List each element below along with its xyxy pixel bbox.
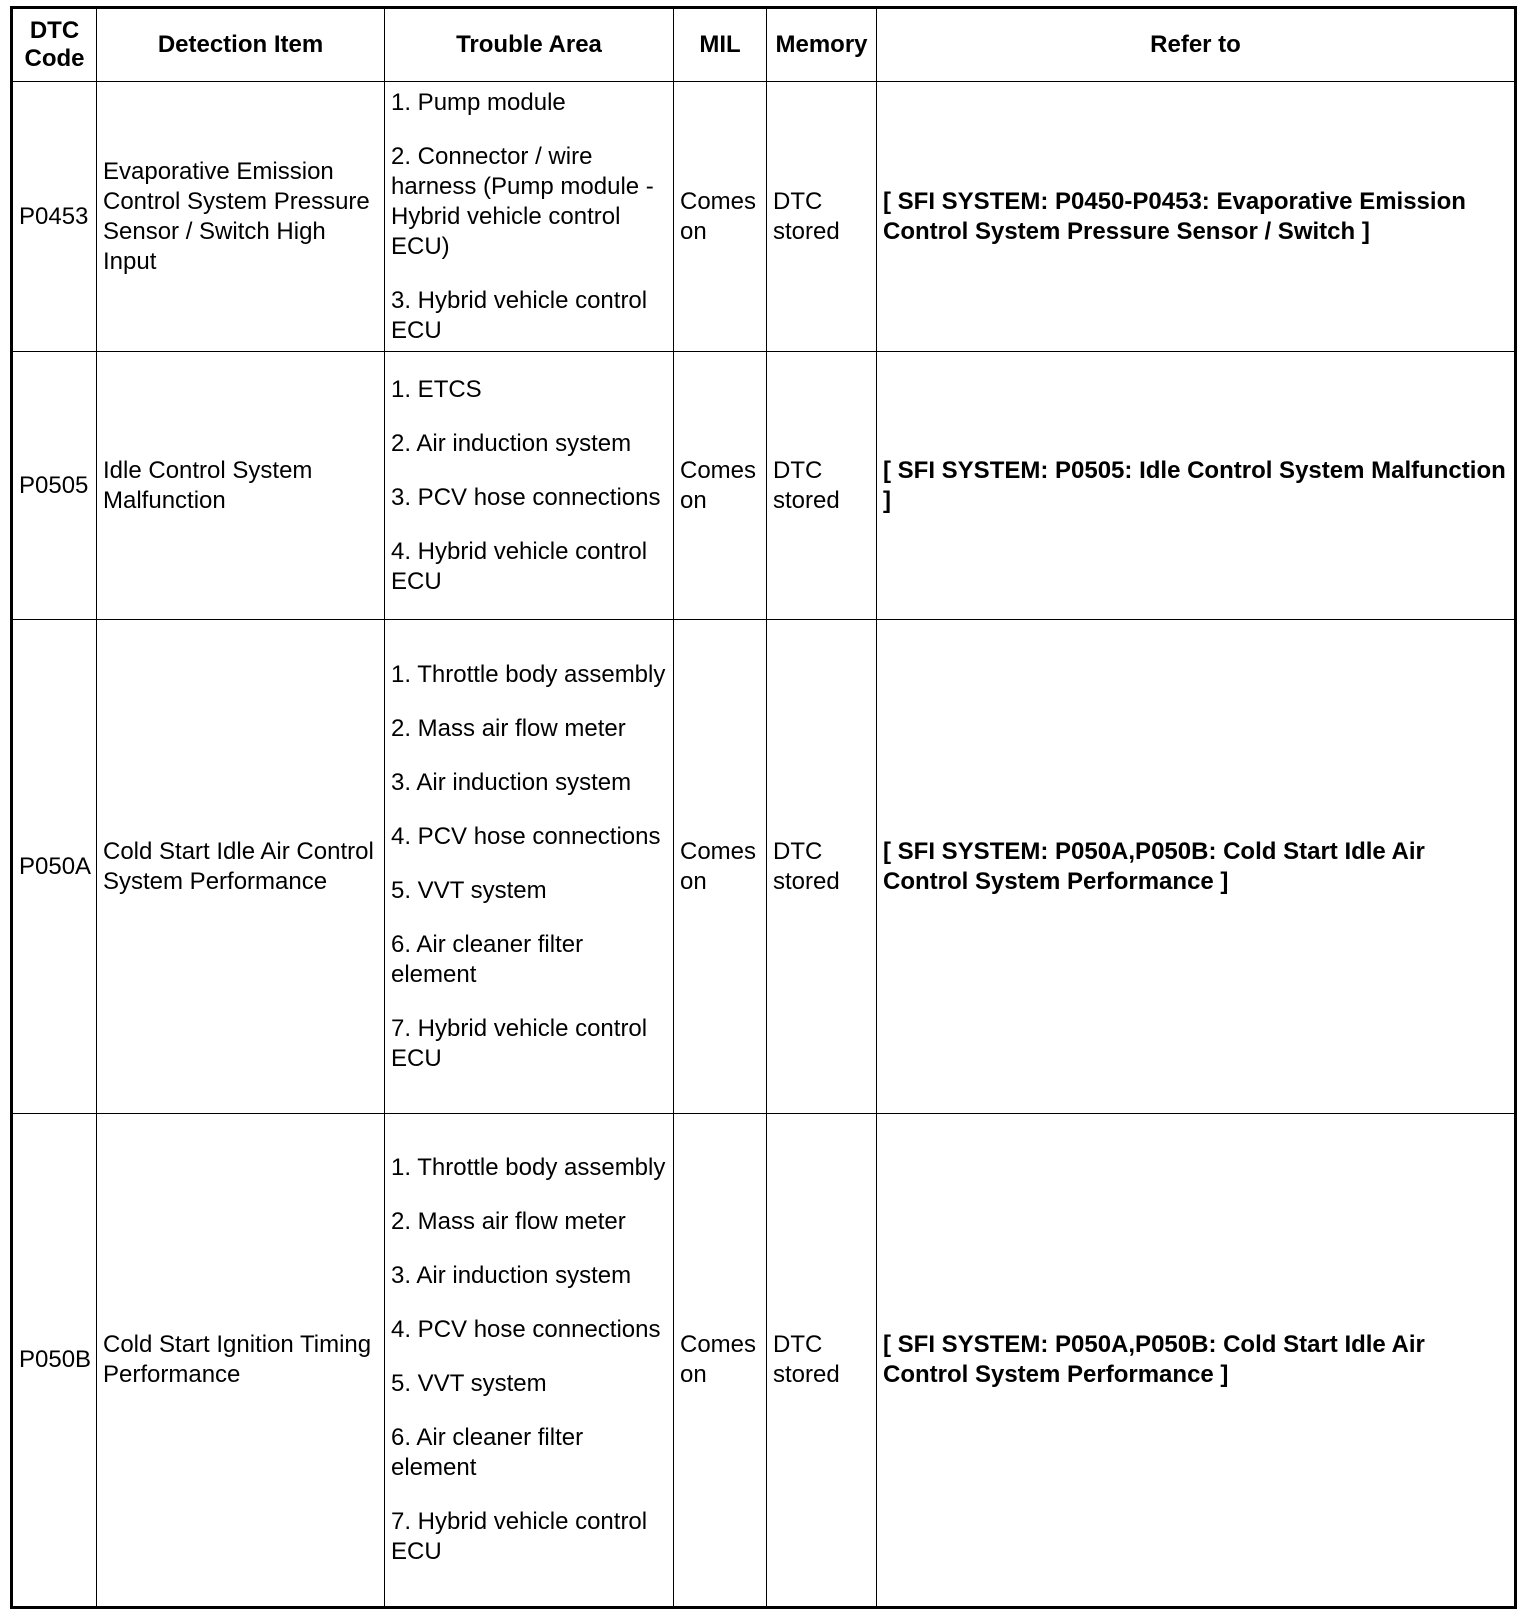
trouble-area-item: 1. Throttle body assembly (391, 1154, 666, 1181)
mil-cell: Comes on (674, 352, 767, 620)
header-trouble-area: Trouble Area (385, 8, 674, 82)
table-row (12, 352, 1516, 620)
dtc-code-cell: P050B (12, 1114, 97, 1608)
refer-to-link[interactable]: [ SFI SYSTEM: P0450-P0453: Evaporative Emission Control System Pressure Sensor / Switch ] (877, 82, 1516, 352)
mil-cell: Comes on (674, 82, 767, 352)
trouble-area-item: 6. Air cleaner filter element (391, 930, 584, 988)
detection-item-cell: Idle Control System Malfunction (97, 352, 385, 620)
memory-cell: DTC stored (767, 1114, 877, 1608)
mil-cell: Comes on (674, 620, 767, 1114)
header-refer-to: Refer to (877, 8, 1516, 82)
trouble-area-item: 1. ETCS (391, 375, 482, 403)
trouble-area-item: 3. Hybrid vehicle control ECU (391, 286, 648, 344)
memory-cell: DTC stored (767, 82, 877, 352)
memory-cell: DTC stored (767, 352, 877, 620)
trouble-area-item: 7. Hybrid vehicle control ECU (391, 1014, 648, 1072)
detection-item-cell: Cold Start Idle Air Control System Performance (97, 620, 385, 1114)
table-row (12, 82, 1516, 352)
trouble-area-item: 2. Mass air flow meter (391, 714, 626, 742)
trouble-area-item: 2. Connector / wire harness (Pump module - Hybrid vehicle control ECU) (391, 142, 654, 260)
trouble-area-item: 5. VVT system (391, 876, 547, 904)
refer-to-link[interactable]: [ SFI SYSTEM: P050A,P050B: Cold Start Idle Air Control System Performance ] (877, 1114, 1516, 1608)
dtc-code-cell: P0505 (12, 352, 97, 620)
mil-cell: Comes on (674, 1114, 767, 1608)
trouble-area-item: 5. VVT system (391, 1370, 547, 1397)
trouble-area-cell (385, 82, 674, 352)
trouble-area-item: 6. Air cleaner filter element (391, 1424, 584, 1481)
trouble-area-item: 2. Mass air flow meter (391, 1208, 626, 1235)
table-row (12, 1114, 1516, 1608)
trouble-area-item: 4. PCV hose connections (391, 822, 661, 850)
refer-to-link[interactable]: [ SFI SYSTEM: P050A,P050B: Cold Start Idle Air Control System Performance ] (877, 620, 1516, 1114)
trouble-area-item: 4. Hybrid vehicle control ECU (391, 537, 648, 595)
trouble-area-item: 3. Air induction system (391, 768, 632, 796)
trouble-area-item: 3. Air induction system (391, 1262, 632, 1289)
header-memory: Memory (767, 8, 877, 82)
trouble-area-item: 7. Hybrid vehicle control ECU (391, 1508, 648, 1565)
table-row (12, 620, 1516, 1114)
memory-cell: DTC stored (767, 620, 877, 1114)
trouble-area-cell (385, 1114, 674, 1608)
dtc-code-cell: P050A (12, 620, 97, 1114)
detection-item-cell: Evaporative Emission Control System Pressure Sensor / Switch High Input (97, 82, 385, 352)
trouble-area-item: 1. Pump module (391, 88, 566, 116)
detection-item-cell: Cold Start Ignition Timing Performance (97, 1114, 385, 1608)
refer-to-link[interactable]: [ SFI SYSTEM: P0505: Idle Control System Malfunction ] (877, 352, 1516, 620)
header-detection-item: Detection Item (97, 8, 385, 82)
trouble-area-cell (385, 352, 674, 620)
trouble-area-cell (385, 620, 674, 1114)
dtc-code-cell: P0453 (12, 82, 97, 352)
trouble-area-item: 1. Throttle body assembly (391, 660, 666, 688)
trouble-area-item: 2. Air induction system (391, 429, 632, 457)
table-header-row (12, 8, 1516, 82)
dtc-table (10, 6, 1517, 1609)
trouble-area-item: 3. PCV hose connections (391, 483, 661, 511)
header-dtc-code: DTC Code (12, 8, 97, 82)
header-mil: MIL (674, 8, 767, 82)
trouble-area-item: 4. PCV hose connections (391, 1316, 661, 1343)
document-page (10, 6, 1514, 1609)
